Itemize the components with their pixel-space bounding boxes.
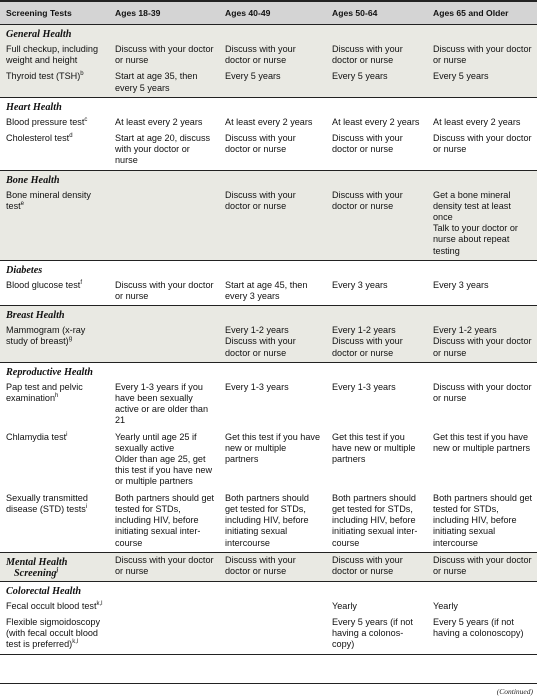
test-name xyxy=(0,599,109,615)
footnote-marker: e xyxy=(20,200,25,207)
test-label: Pap test and pelvic examination xyxy=(6,381,83,404)
table-cell: Every 1-3 years xyxy=(326,380,427,430)
table-cell: At least every 2 years xyxy=(326,115,427,131)
table-cell: Discuss with your doctor or nurse xyxy=(427,552,537,581)
section-header-row xyxy=(0,25,537,43)
test-name xyxy=(0,42,109,69)
section-mental-health-screening xyxy=(0,552,537,581)
section-breast-health xyxy=(0,306,537,363)
table-cell: Yearly xyxy=(326,599,427,615)
test-name xyxy=(0,430,109,491)
continued-note: (Continued) xyxy=(496,687,533,696)
header-ages-65-older: Ages 65 and Older xyxy=(427,1,537,25)
test-name xyxy=(0,491,109,553)
section-title: Colorectal Health xyxy=(0,581,537,599)
table-cell: Every 1-3 years xyxy=(219,380,326,430)
test-name xyxy=(0,188,109,261)
footnote-marker: k,l xyxy=(72,639,79,646)
table-cell: Get a bone mineral density test at least once Talk to your doctor or nurse about repeat testing xyxy=(427,188,537,261)
section-reproductive-health xyxy=(0,362,537,552)
test-label: Bone mineral density test xyxy=(6,189,91,211)
section-header-row xyxy=(0,581,537,599)
table-cell: Every 1-2 years Discuss with your doctor or nurse xyxy=(326,323,427,362)
table-cell: Both partners should get tested for STDs, including HIV, before initiating sexual inter-course xyxy=(109,491,219,553)
footnote-marker: c xyxy=(84,116,88,123)
test-label: Blood pressure test xyxy=(6,116,85,127)
table-row xyxy=(0,615,537,654)
section-title: Heart Health xyxy=(0,97,537,115)
section-header-row xyxy=(0,306,537,324)
table-cell: Discuss with your doctor or nurse xyxy=(427,380,537,430)
header-ages-50-64: Ages 50-64 xyxy=(326,1,427,25)
table-cell: Get this test if you have new or multiple partners xyxy=(326,430,427,491)
table-cell xyxy=(109,615,219,654)
section-title: General Health xyxy=(0,25,537,43)
footnote-marker: i xyxy=(66,431,68,438)
footnote-marker: j xyxy=(56,567,59,574)
section-general-health xyxy=(0,25,537,98)
table-cell: Every 1-2 years Discuss with your doctor or nurse xyxy=(219,323,326,362)
section-title: Mental Health Screening$^j$ xyxy=(0,552,109,581)
test-name xyxy=(0,323,109,362)
table-cell: Get this test if you have new or multiple partners xyxy=(219,430,326,491)
table-cell: Every 5 years (if not having a colonoscopy) xyxy=(427,615,537,654)
section-title: Breast Health xyxy=(0,306,537,324)
bottom-rule xyxy=(0,683,537,684)
table-row xyxy=(0,69,537,97)
table-cell: At least every 2 years xyxy=(109,115,219,131)
table-row xyxy=(0,380,537,430)
test-name xyxy=(0,115,109,131)
table-header-row xyxy=(0,1,537,25)
table-cell: Yearly until age 25 if sexually active Older than age 25, get this test if you have new or multiple partners xyxy=(109,430,219,491)
table-cell: Discuss with your doctor or nurse xyxy=(219,131,326,170)
test-name xyxy=(0,380,109,430)
test-label: Sexually transmitted disease (STD) tests xyxy=(6,492,88,514)
table-row xyxy=(0,131,537,170)
table-row xyxy=(0,278,537,306)
test-label: Mammogram (x-ray study of breast) xyxy=(6,325,86,347)
table-row xyxy=(0,491,537,553)
table-row xyxy=(0,552,537,581)
table-cell: Discuss with your doctor or nurse xyxy=(109,278,219,306)
table-cell: Every 5 years xyxy=(326,69,427,97)
test-name xyxy=(0,69,109,97)
section-colorectal-health xyxy=(0,581,537,654)
table-cell xyxy=(219,615,326,654)
footnote-marker: f xyxy=(80,279,82,286)
test-label: Thyroid test (TSH) xyxy=(6,71,81,82)
table-cell: Discuss with your doctor or nurse xyxy=(326,188,427,261)
test-label: Flexible sigmoidoscopy (with fecal occult blood test is preferred) xyxy=(6,616,101,650)
table-cell: Every 3 years xyxy=(326,278,427,306)
table-cell xyxy=(109,323,219,362)
header-screening-tests: Screening Tests xyxy=(0,1,109,25)
test-name xyxy=(0,615,109,654)
table-cell: Every 1-3 years if you have been sexually active or are older than 21 xyxy=(109,380,219,430)
table-cell: Start at age 20, discuss with your doctor or nurse xyxy=(109,131,219,170)
table-row xyxy=(0,115,537,131)
test-name xyxy=(0,278,109,306)
table-cell: Every 3 years xyxy=(427,278,537,306)
section-title: Diabetes xyxy=(0,260,537,278)
table-cell xyxy=(109,599,219,615)
table-cell: Start at age 45, then every 3 years xyxy=(219,278,326,306)
table-cell: Discuss with your doctor or nurse xyxy=(109,552,219,581)
header-ages-18-39: Ages 18-39 xyxy=(109,1,219,25)
test-label: Chlamydia test xyxy=(6,431,67,442)
table-cell: Discuss with your doctor or nurse xyxy=(219,188,326,261)
table-cell: Every 5 years (if not having a colonos-copy) xyxy=(326,615,427,654)
footnote-marker: g xyxy=(68,336,73,343)
table-cell: Discuss with your doctor or nurse xyxy=(219,552,326,581)
table-row xyxy=(0,430,537,491)
test-name xyxy=(0,131,109,170)
table-cell: Discuss with your doctor or nurse xyxy=(109,42,219,69)
footnote-marker: b xyxy=(80,71,84,78)
table-cell: Both partners should get tested for STDs, including HIV, before initiating sexual intercourse xyxy=(427,491,537,553)
table-cell: Discuss with your doctor or nurse xyxy=(326,42,427,69)
table-cell: At least every 2 years xyxy=(219,115,326,131)
table-cell: Every 5 years xyxy=(219,69,326,97)
table-cell xyxy=(219,599,326,615)
table-cell: Discuss with your doctor or nurse xyxy=(326,131,427,170)
section-title: Reproductive Health xyxy=(0,362,537,380)
table-cell: Both partners should get tested for STDs, including HIV, before initiating sexual inter-course xyxy=(326,491,427,553)
test-label: Full checkup, including weight and height xyxy=(6,44,98,66)
table-cell: Every 5 years xyxy=(427,69,537,97)
footnote-marker: d xyxy=(69,132,73,139)
table-cell: Discuss with your doctor or nurse xyxy=(219,42,326,69)
test-label: Cholesterol test xyxy=(6,133,70,144)
table-cell xyxy=(109,188,219,261)
test-label: Blood glucose test xyxy=(6,279,81,290)
section-diabetes xyxy=(0,260,537,305)
section-heart-health xyxy=(0,97,537,170)
section-title: Bone Health xyxy=(0,170,537,188)
table-row xyxy=(0,42,537,69)
header-ages-40-49: Ages 40-49 xyxy=(219,1,326,25)
table-cell: Yearly xyxy=(427,599,537,615)
footnote-marker: h xyxy=(55,393,59,400)
footnote-marker: k,l xyxy=(96,600,103,607)
table-cell: Start at age 35, then every 5 years xyxy=(109,69,219,97)
table-row xyxy=(0,599,537,615)
section-header-row xyxy=(0,97,537,115)
table-cell: Every 1-2 years Discuss with your doctor or nurse xyxy=(427,323,537,362)
table-cell: Discuss with your doctor or nurse xyxy=(427,42,537,69)
test-label: Fecal occult blood test xyxy=(6,600,97,611)
section-bone-health xyxy=(0,170,537,260)
table-cell: Get this test if you have new or multiple partners xyxy=(427,430,537,491)
section-header-row xyxy=(0,170,537,188)
table-cell: At least every 2 years xyxy=(427,115,537,131)
section-header-row xyxy=(0,362,537,380)
footnote-marker: i xyxy=(85,503,88,510)
section-header-row xyxy=(0,260,537,278)
table-row xyxy=(0,323,537,362)
table-cell: Both partners should get tested for STDs, including HIV, before initiating sexual intercourse xyxy=(219,491,326,553)
table-cell: Discuss with your doctor or nurse xyxy=(427,131,537,170)
table-cell: Discuss with your doctor or nurse xyxy=(326,552,427,581)
table-row xyxy=(0,188,537,261)
